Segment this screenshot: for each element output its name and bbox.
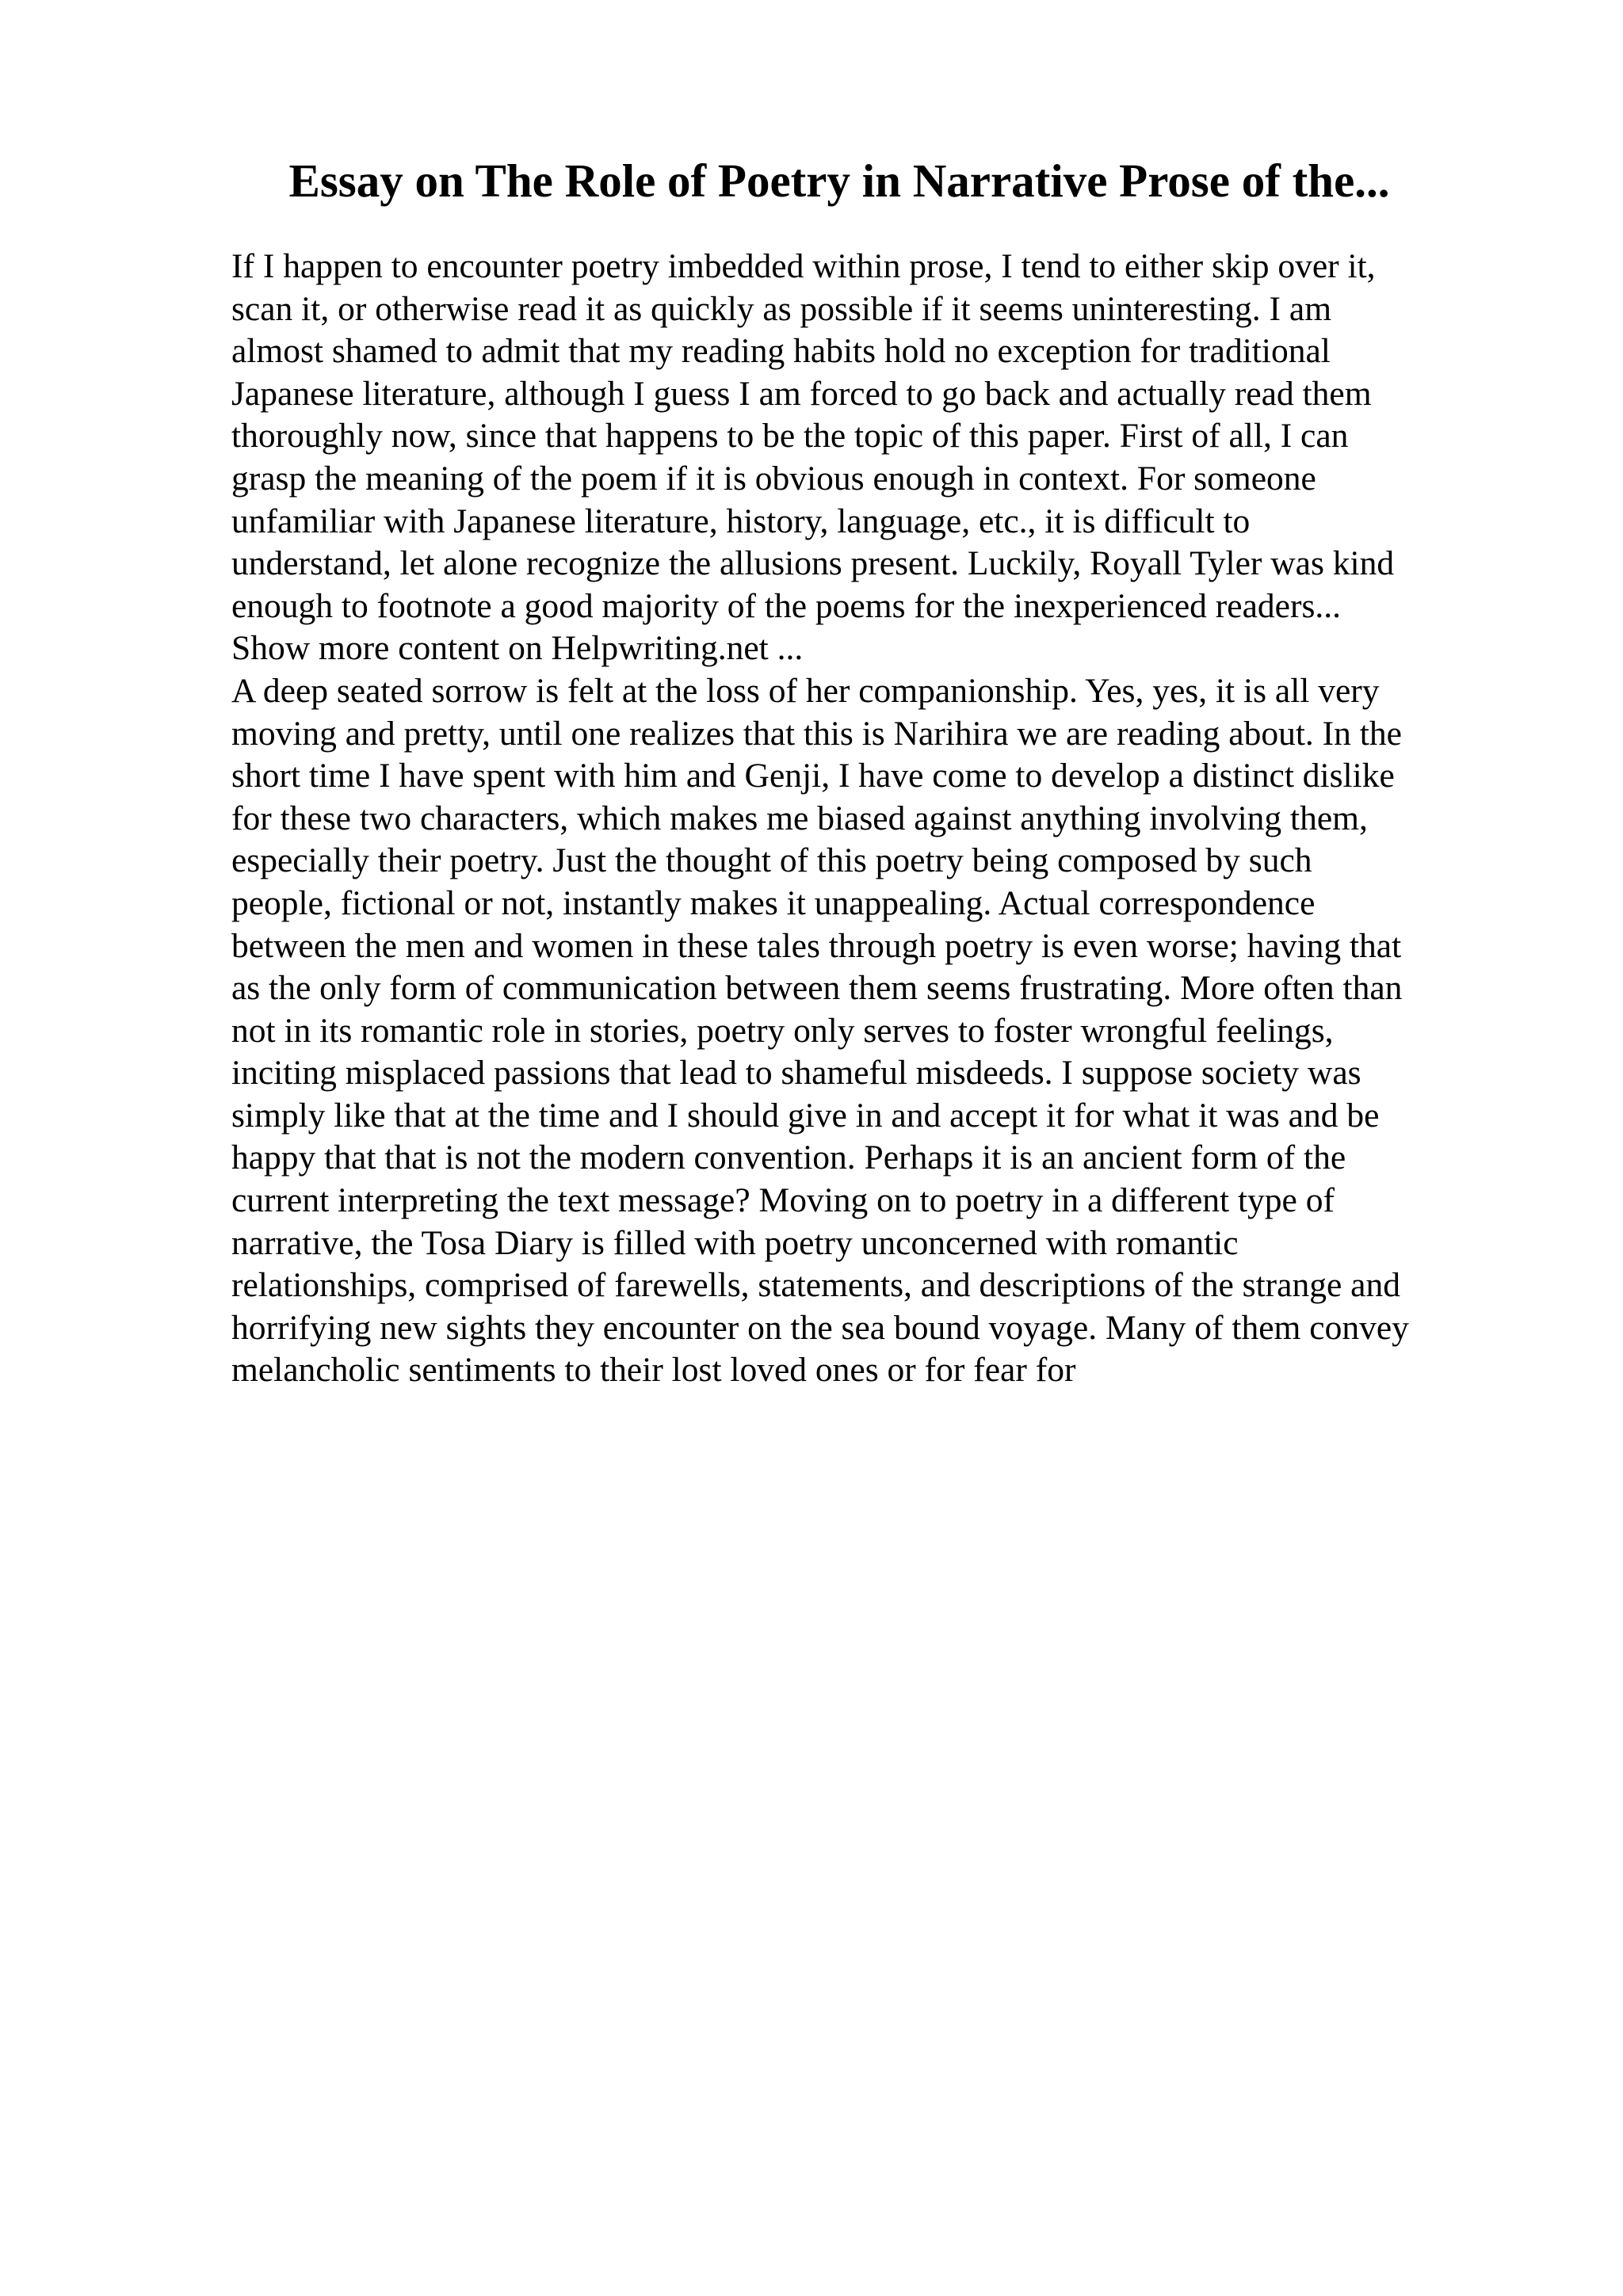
text-line: people, fictional or not, instantly makes it unappealing. Actual correspondence <box>231 883 1316 922</box>
text-line: inciting misplaced passions that lead to shameful misdeeds. I suppose society was <box>231 1054 1361 1093</box>
text-line: melancholic sentiments to their lost loved ones or for fear for <box>231 1351 1076 1390</box>
text-line: for these two characters, which makes me biased against anything involving them, <box>231 799 1368 837</box>
text-line: especially their poetry. Just the thought of this poetry being composed by such <box>231 841 1312 880</box>
text-line: grasp the meaning of the poem if it is obvious enough in context. For someone <box>231 459 1316 498</box>
essay-body <box>231 246 1499 1392</box>
text-line: narrative, the Tosa Diary is filled with poetry unconcerned with romantic <box>231 1223 1239 1262</box>
text-line: not in its romantic role in stories, poetry only serves to foster wrongful feelings, <box>231 1011 1334 1050</box>
text-line: almost shamed to admit that my reading habits hold no exception for traditional <box>231 332 1331 371</box>
text-line: A deep seated sorrow is felt at the loss of her companionship. Yes, yes, it is all very <box>231 671 1380 710</box>
text-line: unfamiliar with Japanese literature, history, language, etc., it is difficult to <box>231 502 1251 540</box>
text-line: short time I have spent with him and Genji, I have come to develop a distinct dislike <box>231 757 1395 795</box>
text-line: horrifying new sights they encounter on the sea bound voyage. Many of them convey <box>231 1308 1409 1347</box>
text-line: thoroughly now, since that happens to be the topic of this paper. First of all, I can <box>231 417 1349 456</box>
text-line: between the men and women in these tales through poetry is even worse; having that <box>231 926 1402 965</box>
text-line: moving and pretty, until one realizes that this is Narihira we are reading about. In the <box>231 714 1402 753</box>
text-line: current interpreting the text message? Moving on to poetry in a different type of <box>231 1181 1335 1220</box>
show-more-link[interactable]: Show more content on Helpwriting.net ... <box>231 629 804 668</box>
text-line: If I happen to encounter poetry imbedded within prose, I tend to either skip over it, <box>231 247 1376 285</box>
text-line: understand, let alone recognize the allusions present. Luckily, Royall Tyler was kind <box>231 544 1395 583</box>
essay-title: Essay on The Role of Poetry in Narrative Prose of the... <box>288 154 1390 207</box>
text-line: relationships, comprised of farewells, statements, and descriptions of the strange and <box>231 1266 1400 1305</box>
text-line: Japanese literature, although I guess I am forced to go back and actually read them <box>231 374 1372 413</box>
text-line: enough to footnote a good majority of the poems for the inexperienced readers... <box>231 586 1342 625</box>
text-line: as the only form of communication between them seems frustrating. More often than <box>231 969 1403 1008</box>
text-line: simply like that at the time and I should give in and accept it for what it was and be <box>231 1096 1380 1135</box>
text-line: scan it, or otherwise read it as quickly as possible if it seems uninteresting. I am <box>231 289 1332 328</box>
text-line: happy that that is not the modern convention. Perhaps it is an ancient form of the <box>231 1138 1346 1177</box>
